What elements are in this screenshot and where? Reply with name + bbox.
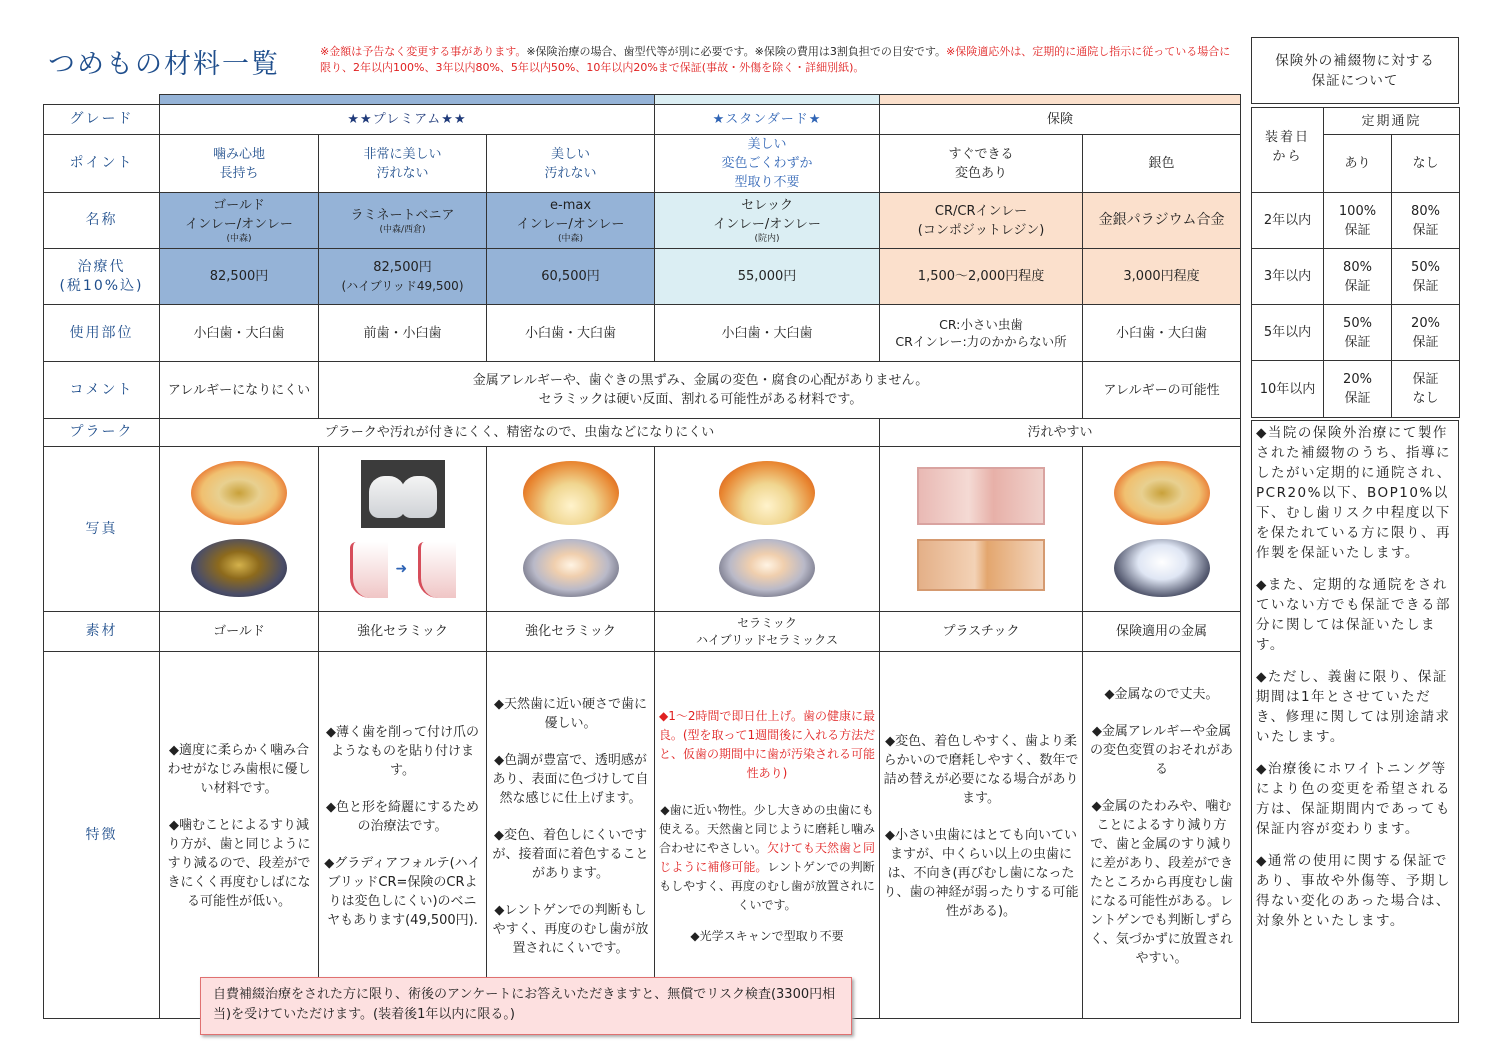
name-gold-note: (中森) xyxy=(226,234,252,244)
guarantee-row xyxy=(1252,305,1460,361)
price-veneer-text: 82,500円 xyxy=(373,259,432,275)
point-cr: すぐできる 変色あり xyxy=(880,135,1083,193)
guarantee-title xyxy=(1251,37,1459,104)
row-head-area: 使用部位 xyxy=(44,305,160,362)
guarantee-note-2: ◆また、定期的な通院をされていない方でも保証できる部分に関しては保証いたします。 xyxy=(1256,577,1451,653)
name-veneer-note: (中森/西倉) xyxy=(379,224,426,235)
row-head-material: 素材 xyxy=(44,612,160,652)
cerec-tooth-photo xyxy=(719,461,815,525)
guarantee-10y-no: 保証 なし xyxy=(1392,361,1460,418)
price-veneer xyxy=(319,249,487,305)
guarantee-row xyxy=(1252,361,1460,418)
features-gold xyxy=(160,652,319,1019)
row-head-grade: グレード xyxy=(44,105,160,135)
feature-cr-1: ◆変色、着色しやすく、歯より柔らかいので磨耗しやすく、数年で詰め替えが必要になる場合があります。 xyxy=(883,733,1079,806)
period-10y: 10年以内 xyxy=(1252,361,1324,418)
price-cr: 1,500〜2,000円程度 xyxy=(880,249,1083,305)
area-cerec: 小臼歯・大臼歯 xyxy=(655,305,880,362)
notice-text xyxy=(320,44,1240,76)
feature-cerec-red2: 欠けても天然歯と同じように補修可能。 xyxy=(659,840,876,874)
photo-cerec xyxy=(655,447,880,612)
area-emax: 小臼歯・大臼歯 xyxy=(487,305,655,362)
material-gold: ゴールド xyxy=(160,612,319,652)
comment-metal: アレルギーの可能性 xyxy=(1083,362,1241,419)
feature-veneer-3: ◆グラディアフォルテ(ハイブリッドCR=保険のCRよりは変色しにくい)のベニヤもあります(49,500円). xyxy=(324,855,481,928)
name-emax-text: e-max インレー/オンレー xyxy=(516,198,625,232)
period-5y: 5年以内 xyxy=(1252,305,1324,361)
name-cr: CR/CRインレー (コンポジットレジン) xyxy=(880,193,1083,249)
feature-cerec-3: ◆光学スキャンで型取り不要 xyxy=(690,928,844,943)
guarantee-note-1: ◆当院の保険外治療にて製作された補綴物のうち、指導にしたがい定期的に通院され、PCR20%以下、BOP10%以下、むし歯リスク中程度以下を保たれている方に限り、再作製を保証いたします。 xyxy=(1256,425,1452,561)
guarantee-3y-yes: 80% 保証 xyxy=(1324,249,1392,305)
guarantee-5y-yes: 50% 保証 xyxy=(1324,305,1392,361)
row-head-price: 治療代 (税10%込) xyxy=(44,249,160,305)
material-cr: プラスチック xyxy=(880,612,1083,652)
name-gold-text: ゴールド インレー/オンレー xyxy=(185,198,293,232)
guarantee-note-5: ◆通常の使用に関する保証であり、事故や外傷等、予期し得ない変化のあった場合は、対象外といたします。 xyxy=(1256,853,1451,929)
grade-row xyxy=(44,105,1241,135)
arrow-right-icon: ➜ xyxy=(395,561,408,577)
feature-cerec-black1: ◆歯に近い物性。少し大きめの虫歯にも使える。天然歯と同じように磨耗し噛み合わせにやさしい。 xyxy=(659,802,876,855)
regular-yes-label: あり xyxy=(1324,135,1392,193)
photo-row xyxy=(44,447,1241,612)
area-cr: CR:小さい虫歯 CRインレー:力のかからない所 xyxy=(880,305,1083,362)
photo-cr xyxy=(880,447,1083,612)
price-metal: 3,000円程度 xyxy=(1083,249,1241,305)
name-veneer-text: ラミネートベニア xyxy=(350,207,455,223)
guarantee-5y-no: 20% 保証 xyxy=(1392,305,1460,361)
feature-gold-2: ◆噛むことによるすり減り方が、歯と同じようにすり減るので、段差ができにくく再度むしばになる可能性が低い。 xyxy=(167,818,311,909)
features-veneer xyxy=(319,652,487,1019)
row-head-comment: コメント xyxy=(44,362,160,419)
row-head-name: 名称 xyxy=(44,193,160,249)
cerec-piece-photo xyxy=(719,539,815,597)
price-cerec: 55,000円 xyxy=(655,249,880,305)
regular-no-label: なし xyxy=(1392,135,1460,193)
row-head-features: 特徴 xyxy=(44,652,160,1019)
name-cerec xyxy=(655,193,880,249)
name-row xyxy=(44,193,1241,249)
feature-emax-2: ◆色調が豊富で、透明感があり、表面に色づけして自然な感じに仕上げます。 xyxy=(492,752,649,806)
name-metal: 金銀パラジウム合金 xyxy=(1083,193,1241,249)
point-metal: 銀色 xyxy=(1083,135,1241,193)
feature-metal-2: ◆金属アレルギーや金属の変色変質のおそれがある xyxy=(1090,723,1234,777)
standard-strip xyxy=(655,95,880,105)
material-emax: 強化セラミック xyxy=(487,612,655,652)
feature-cr-2: ◆小さい虫歯にはとても向いていますが、中くらい以上の虫歯には、不向き(再びむし歯になったり、歯の神経が弱ったりする可能性がある)。 xyxy=(883,827,1079,919)
feature-metal-3: ◆金属のたわみや、噛むことによるすり減り方で、歯と金属のすり減りに差があり、段差ができたところから再度むし歯になる可能性がある。レントゲンでも判断しずらく、気づかずに放置されやすい。 xyxy=(1090,798,1234,966)
guarantee-2y-yes: 100% 保証 xyxy=(1324,193,1392,249)
photo-gold xyxy=(160,447,319,612)
comment-ceramic-line1: 金属アレルギーや、歯ぐきの黒ずみ、金属の変色・腐食の心配がありません。 xyxy=(472,373,929,388)
area-row xyxy=(44,305,1241,362)
guarantee-10y-yes: 20% 保証 xyxy=(1324,361,1392,418)
since-label: 装着日 から xyxy=(1252,108,1324,193)
comment-gold: アレルギーになりにくい xyxy=(160,362,319,419)
area-metal: 小臼歯・大臼歯 xyxy=(1083,305,1241,362)
area-gold: 小臼歯・大臼歯 xyxy=(160,305,319,362)
cr-molar-photo xyxy=(917,539,1045,591)
feature-emax-4: ◆レントゲンでの判断もしやすく、再度のむし歯が放置されにくいです。 xyxy=(492,902,649,956)
name-veneer xyxy=(319,193,487,249)
guarantee-title-text: 保険外の補綴物に対する 保証について xyxy=(1275,53,1435,89)
feature-cerec-2 xyxy=(658,801,876,915)
materials-table xyxy=(43,94,1241,1019)
point-veneer: 非常に美しい 汚れない xyxy=(319,135,487,193)
material-cerec: セラミック ハイブリッドセラミックス xyxy=(655,612,880,652)
name-emax xyxy=(487,193,655,249)
point-row xyxy=(44,135,1241,193)
row-head-plaque: プラーク xyxy=(44,419,160,447)
plaque-good: プラークや汚れが付きにくく、精密なので、虫歯などになりにくい xyxy=(160,419,880,447)
name-gold xyxy=(160,193,319,249)
feature-veneer-1: ◆薄く歯を削って付け爪のようなものを貼り付けます。 xyxy=(326,724,479,778)
features-row xyxy=(44,652,1241,1019)
grade-premium: ★★プレミアム★★ xyxy=(160,105,655,135)
metal-piece-photo xyxy=(1114,539,1210,597)
features-cerec xyxy=(655,652,880,1019)
emax-piece-photo xyxy=(523,539,619,597)
name-cerec-text: セレック インレー/オンレー xyxy=(713,198,821,232)
photo-emax xyxy=(487,447,655,612)
color-strip-row xyxy=(44,95,1241,105)
point-emax: 美しい 汚れない xyxy=(487,135,655,193)
guarantee-note-3: ◆ただし、義歯に限り、保証期間は1年とさせていただき、修理に関しては別途請求いたします。 xyxy=(1256,669,1451,745)
gold-inlay-photo xyxy=(191,461,287,525)
cr-front-photo xyxy=(917,467,1045,525)
page-title: つめもの材料一覧 xyxy=(48,49,280,80)
name-emax-note: (中森) xyxy=(557,234,584,244)
grade-insurance: 保険 xyxy=(880,105,1241,135)
risk-test-banner: 自費補綴治療をされた方に限り、術後のアンケートにお答えいただきますと、無償でリスク検査(3300円相当)を受けていただけます。(装着後1年以内に限る。) xyxy=(200,977,852,1035)
gold-inlay-piece-photo xyxy=(191,539,287,597)
features-metal xyxy=(1083,652,1241,1019)
price-veneer-note: (ハイブリッド49,500) xyxy=(341,278,464,293)
period-3y: 3年以内 xyxy=(1252,249,1324,305)
notice-part1: ※金額は予告なく変更する事があります。 xyxy=(320,45,527,58)
comment-ceramic-line2: セラミックは硬い反面、割れる可能性がある材料です。 xyxy=(538,392,863,407)
material-metal: 保険適用の金属 xyxy=(1083,612,1241,652)
notice-part3: ※保険適応外は、定期的に通院し指示に従っている場合に限り、2年以内100%、3年以内80%、5年以内50%、10年以内20%まで保証(事故・外傷を除く・詳細別紙)。 xyxy=(320,45,1231,74)
features-emax xyxy=(487,652,655,1019)
guarantee-notes xyxy=(1251,420,1459,1023)
guarantee-row xyxy=(1252,193,1460,249)
photo-veneer xyxy=(319,447,487,612)
comment-ceramic xyxy=(319,362,1083,419)
material-row xyxy=(44,612,1241,652)
row-head-point: ポイント xyxy=(44,135,160,193)
plaque-row xyxy=(44,419,1241,447)
regular-visit-label: 定期通院 xyxy=(1324,108,1460,135)
feature-metal-1: ◆金属なので丈夫。 xyxy=(1104,686,1219,702)
guarantee-row xyxy=(1252,249,1460,305)
feature-cerec-red1: ◆1〜2時間で即日仕上げ。歯の健康に最良。(型を取って1週間後に入れる方法だと、仮歯の期間中に歯が汚染される可能性あり) xyxy=(658,708,876,780)
premium-strip xyxy=(160,95,655,105)
point-gold: 噛み心地 長持ち xyxy=(160,135,319,193)
guarantee-table xyxy=(1251,107,1460,418)
emax-tooth-photo xyxy=(523,461,619,525)
guarantee-3y-no: 50% 保証 xyxy=(1392,249,1460,305)
comment-row xyxy=(44,362,1241,419)
price-emax: 60,500円 xyxy=(487,249,655,305)
feature-emax-3: ◆変色、着色しにくいですが、接着面に着色することがあります。 xyxy=(492,827,649,881)
insurance-strip xyxy=(880,95,1241,105)
feature-veneer-2: ◆色と形を綺麗にするための治療法です。 xyxy=(326,799,479,834)
point-cerec: 美しい 変色ごくわずか 型取り不要 xyxy=(655,135,880,193)
price-gold: 82,500円 xyxy=(160,249,319,305)
features-cr xyxy=(880,652,1083,1019)
name-cerec-note: (院内) xyxy=(754,234,780,244)
guarantee-note-4: ◆治療後にホワイトニング等により色の変更を希望される方は、保証期間内であっても保証内容が変わります。 xyxy=(1256,761,1451,837)
plaque-bad: 汚れやすい xyxy=(880,419,1241,447)
area-veneer: 前歯・小臼歯 xyxy=(319,305,487,362)
price-row xyxy=(44,249,1241,305)
period-2y: 2年以内 xyxy=(1252,193,1324,249)
grade-standard: ★スタンダード★ xyxy=(655,105,880,135)
veneer-diagram xyxy=(348,542,458,598)
feature-gold-1: ◆適度に柔らかく噛み合わせがなじみ歯根に優しい材料です。 xyxy=(167,743,311,796)
metal-tooth-photo xyxy=(1114,461,1210,525)
photo-metal xyxy=(1083,447,1241,612)
veneer-photo xyxy=(361,460,445,528)
feature-emax-1: ◆天然歯に近い硬さで歯に優しい。 xyxy=(494,696,647,731)
row-head-photo: 写真 xyxy=(44,447,160,612)
guarantee-2y-no: 80% 保証 xyxy=(1392,193,1460,249)
material-veneer: 強化セラミック xyxy=(319,612,487,652)
feature-cerec-black2: レントゲンでの判断もしやすく、再度のむし歯が放置されにくいです。 xyxy=(659,859,875,912)
notice-part2: ※保険治療の場合、歯型代等が別に必要です。※保険の費用は3割負担での目安です。 xyxy=(526,45,947,58)
